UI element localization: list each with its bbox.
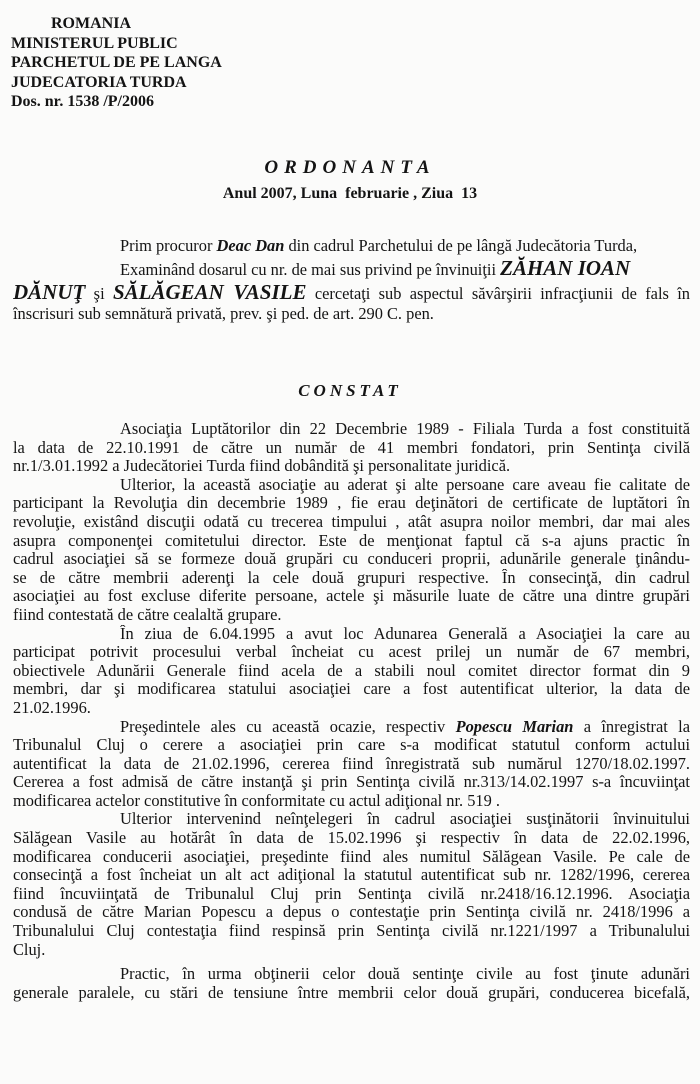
text: Prim procuror (120, 236, 217, 255)
intro-line-3 (13, 280, 690, 304)
para2-line: se de către membrii aderenţi la cele două grupuri respective. În consecinţă, din cadrul (13, 568, 690, 587)
document-header (11, 14, 222, 112)
para5-line: Sălăgean Vasile au hotărât în data de 15.02.1996 şi respectiv în data de 22.02.1996, (13, 829, 690, 848)
document-title: ORDONANTA (264, 157, 436, 178)
para2-line: asupra componenţei comitetului director. Este de menţionat faptul că s-a ajuns practic în (13, 531, 690, 550)
body-text (13, 420, 690, 1002)
defendant-name-2: SĂLĂGEAN VASILE (112, 280, 307, 304)
para2-line: fiind contestată de către cealaltă grupare. (13, 605, 282, 624)
para5-line: consecinţă a fost încheiat un alt act adiţional la statutul autentificat sub nr. 1282/1996, cererea (13, 866, 690, 885)
defendant-name-1-cont: DĂNUŢ (13, 280, 86, 304)
para6-line: Practic, în urma obţinerii celor două sentinţe civile au fost ţinute adunări (120, 965, 690, 984)
para4-line: autentificat la data de 21.02.1996, cererea fiind înregistrată sub numărul 1270/18.02.1997. (13, 754, 690, 773)
text: şi (85, 284, 113, 303)
president-name: Popescu Marian (455, 717, 574, 736)
intro-paragraph (13, 236, 690, 324)
para6-line: generale paralele, cu stări de tensiune între membrii celor două grupări, conducerea bicefală, (13, 983, 690, 1002)
para5-line: Tribunalului Cluj contestaţia fiind respinsă prin Sentinţa civilă nr.1221/1997 a Tribunalului (13, 922, 690, 941)
intro-line-1 (13, 236, 690, 256)
intro-line-4: înscrisuri sub semnătură privată, prev. şi ped. de art. 290 C. pen. (13, 304, 434, 323)
para1-line: la data de 22.10.1991 de către un număr de 41 membri fondatori, prin Sentinţa civilă (13, 438, 690, 457)
para5-line: Cluj. (13, 940, 46, 959)
text: cercetaţi sub aspectul săvârşirii infracţiunii de fals în (306, 284, 690, 303)
section-title: CONSTAT (298, 381, 402, 400)
document-date (0, 185, 700, 203)
header-file-number: Dos. nr. 1538 /P/2006 (11, 93, 154, 110)
defendant-name-1: ZĂHAN IOAN (500, 256, 631, 280)
para4-line (13, 718, 690, 737)
date-text: Anul 2007, Luna februarie , Ziua 13 (222, 185, 478, 202)
para5-line: condusă de către Marian Popescu a depus o contestaţie prin Sentinţa civilă nr. 2418/1996 a (13, 903, 690, 922)
para3-line: membri, dar şi modificarea statului asociaţiei care a fost autentificat ulterior, la data de (13, 680, 690, 699)
text: Preşedintele ales cu această ocazie, respectiv (120, 717, 456, 736)
para3-line: 21.02.1996. (13, 698, 91, 717)
para2-line: asociaţiei au fost excluse diferite persoane, actele şi măsurile luate de către una dintre grupări (13, 587, 690, 606)
para1-line: nr.1/3.01.1992 a Judecătoriei Turda fiind dobândită şi personalitate juridică. (13, 457, 511, 476)
text: din cadrul Parchetului de pe lângă Judecătoria Turda, (284, 236, 638, 255)
text: Examinând dosarul cu nr. de mai sus privind pe învinuiţii (120, 260, 501, 279)
text: a înregistrat la (573, 717, 690, 736)
intro-line-2 (13, 256, 690, 280)
header-ministry: MINISTERUL PUBLIC (11, 34, 178, 52)
para3-line: În ziua de 6.04.1995 a avut loc Adunarea Generală a Asociaţiei la care au (120, 624, 690, 643)
header-country: ROMANIA (51, 15, 131, 32)
para5-line: Ulterior intervenind neînţelegeri în cadrul asociaţiei susţinătorii învinuitului (120, 810, 690, 829)
para5-line: modificarea conducerii asociaţiei, preşedinte fiind ales numitul Sălăgean Vasile. Pe cale de (13, 847, 690, 866)
para4-line: Cererea a fost admisă de către instanţă şi prin Sentinţa civilă nr.313/14.02.1997 s-a încuviinţat (13, 773, 690, 792)
para3-line: participat potrivit procesului verbal încheiat cu acest prilej un număr de 67 membri, (13, 643, 690, 662)
para2-line: Ulterior, la această asociaţie au aderat şi alte persoane care aveau fie calitate de (120, 475, 690, 494)
para5-line: fiind încuviinţată de Tribunalul Cluj prin Sentinţa civilă nr.2418/16.12.1996. Asociaţia (13, 884, 690, 903)
header-court: JUDECATORIA TURDA (11, 73, 187, 91)
para3-line: obiectivele Adunării Generale fiind acela de a stabili noul comitet director format din 9 (13, 661, 690, 680)
para4-line: modificarea actelor constitutive în conformitate cu actul adiţional nr. 519 . (13, 791, 500, 810)
header-prosecutor-office: PARCHETUL DE PE LANGA (11, 54, 222, 71)
para1-line: Asociaţia Luptătorilor din 22 Decembrie 1989 - Filiala Turda a fost constituită (120, 420, 690, 438)
para2-line: cadrul asociaţiei să se formeze două grupări cu conduceri proprii, adunările generale ţinându- (13, 550, 690, 569)
prosecutor-name: Deac Dan (216, 236, 285, 255)
para4-line: Tribunalul Cluj o cerere a asociaţiei prin care s-a modificat statutul conform actului (13, 736, 690, 755)
para2-line: participant la Revoluţia din decembrie 1989 , fie erau deţinători de certificate de luptători în (13, 494, 690, 513)
para2-line: revoluţie, existând discuţii odată cu trecerea timpului , atât asupra noilor membri, dar mai ales (13, 512, 690, 531)
